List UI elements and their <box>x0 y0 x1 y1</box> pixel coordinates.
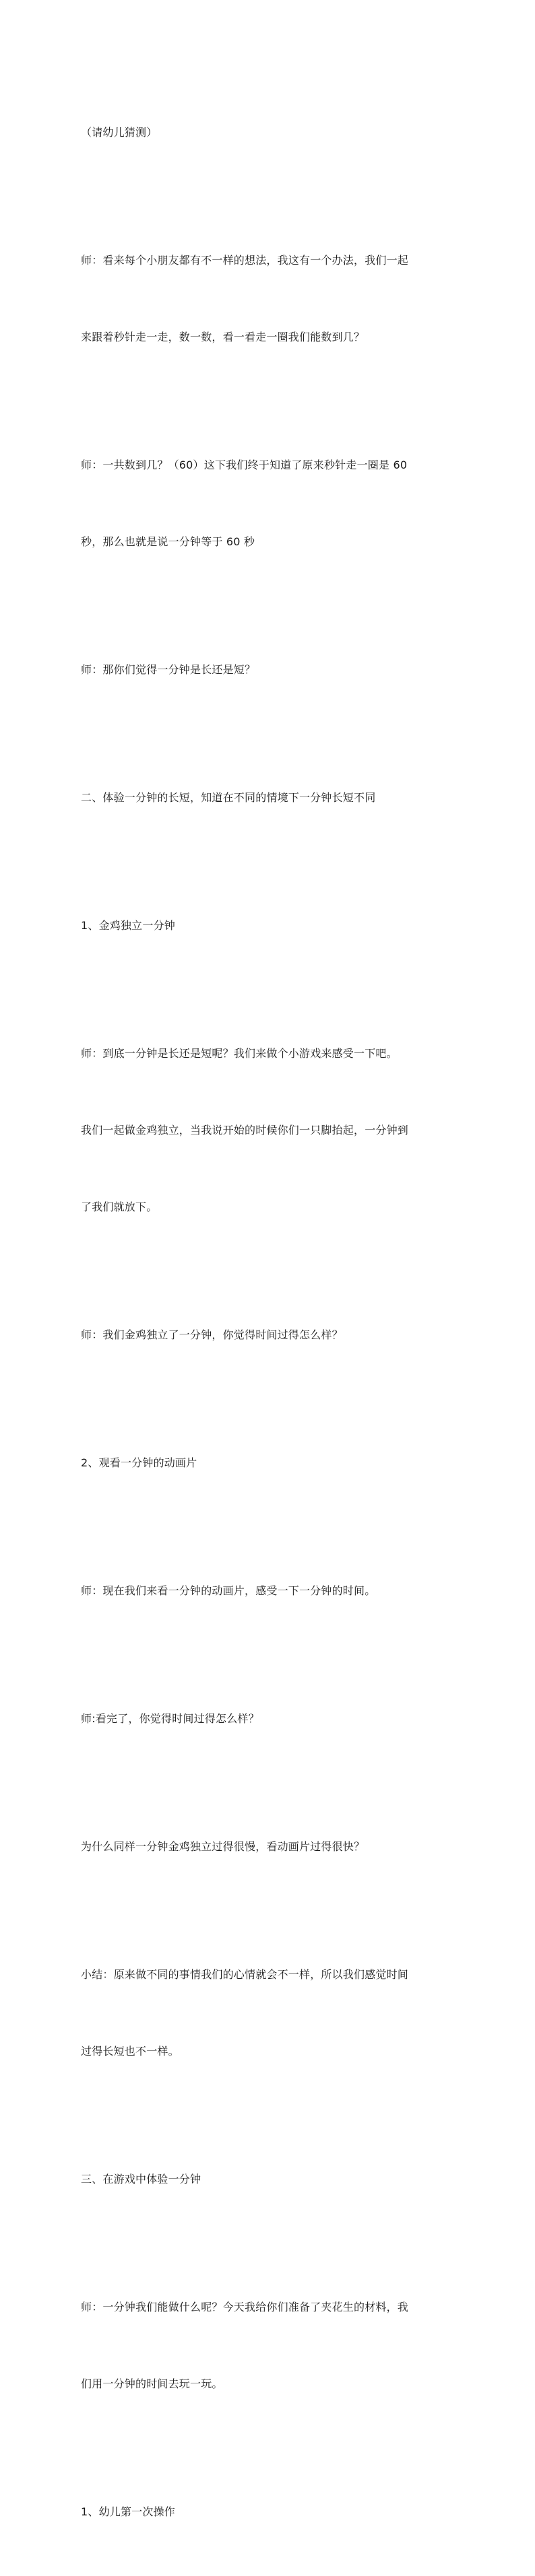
paragraph-teacher-idea <box>81 197 458 401</box>
text-line: 秒，那么也就是说一分钟等于 60 秒 <box>81 535 255 548</box>
section-heading-three <box>81 2115 458 2243</box>
section-heading-two <box>81 734 458 862</box>
text-line: 师：一分钟我们能做什么呢？今天我给你们准备了夹花生的材料，我 <box>81 2301 409 2313</box>
text-line: 过得长短也不一样。 <box>81 2045 179 2058</box>
text-line: 师：那你们觉得一分钟是长还是短？ <box>81 663 256 676</box>
text-line: 2、观看一分钟的动画片 <box>81 1456 197 1469</box>
paragraph-teacher-after <box>81 1655 458 1783</box>
text-line: 们用一分钟的时间去玩一玩。 <box>81 2377 223 2390</box>
text-line: 1、金鸡独立一分钟 <box>81 919 175 932</box>
text-line: 师：到底一分钟是长还是短呢？我们来做个小游戏来感受一下吧。 <box>81 1047 398 1060</box>
paragraph-teacher-game <box>81 990 458 1271</box>
text-line: 二、体验一分钟的长短，知道在不同的情境下一分钟长短不同 <box>81 791 376 804</box>
text-line: 师：现在我们来看一分钟的动画片，感受一下一分钟的时间。 <box>81 1584 376 1597</box>
text-line: 了我们就放下。 <box>81 1200 158 1213</box>
text-line: 三、在游戏中体验一分钟 <box>81 2173 201 2185</box>
paragraph-prompt-guess <box>81 69 458 197</box>
text-line: 师：我们金鸡独立了一分钟，你觉得时间过得怎么样？ <box>81 1328 343 1341</box>
paragraph-teacher-cartoon <box>81 1527 458 1655</box>
text-line: 师：一共数到几？（60）这下我们终于知道了原来秒针走一圈是 60 <box>81 459 408 471</box>
paragraph-teacher-feeling <box>81 1271 458 1399</box>
paragraph-teacher-peanuts <box>81 2243 458 2448</box>
text-line: 1、幼儿第一次操作 <box>81 2505 175 2518</box>
text-line: 我们一起做金鸡独立，当我说开始的时候你们一只脚抬起，一分钟到 <box>81 1124 409 1137</box>
text-line: 师:看完了，你觉得时间过得怎么样？ <box>81 1712 259 1725</box>
subheading-cartoon <box>81 1399 458 1527</box>
text-line: 来跟着秒针走一走，数一数，看一看走一圈我们能数到几？ <box>81 331 365 343</box>
document-body <box>81 69 458 2576</box>
paragraph-teacher-count <box>81 401 458 606</box>
text-line: 为什么同样一分钟金鸡独立过得很慢，看动画片过得很快？ <box>81 1840 365 1853</box>
paragraph-why <box>81 1783 458 1911</box>
paragraph-teacher-question <box>81 606 458 734</box>
text-line: 小结：原来做不同的事情我们的心情就会不一样，所以我们感觉时间 <box>81 1968 409 1981</box>
text-line: 师：看来每个小朋友都有不一样的想法，我这有一个办法，我们一起 <box>81 254 409 267</box>
subheading-golden-rooster <box>81 862 458 990</box>
text-line: （请幼儿猜测） <box>81 126 158 139</box>
paragraph-summary <box>81 1911 458 2115</box>
subheading-first-operation <box>81 2448 458 2576</box>
